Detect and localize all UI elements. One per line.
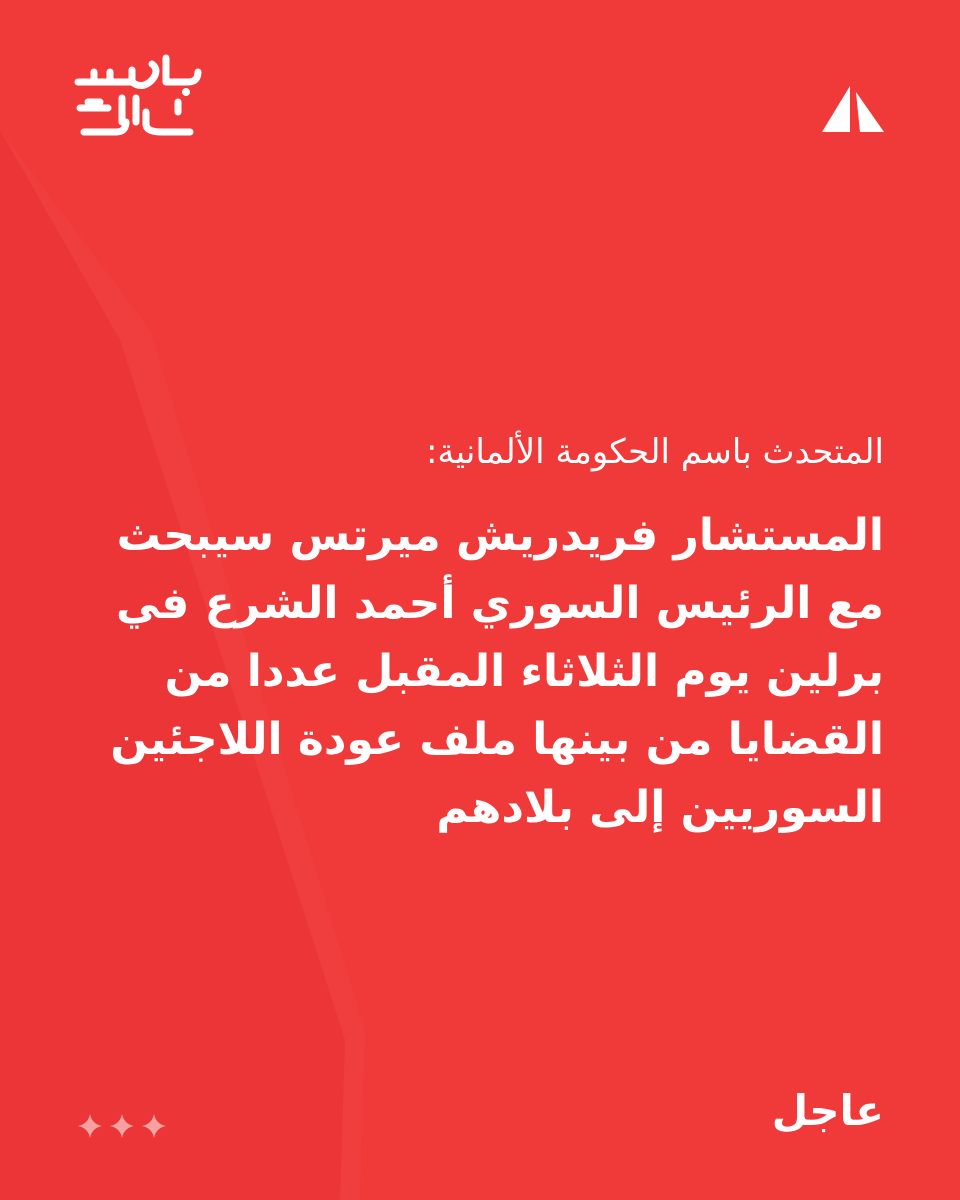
post-headline: المستشار فريدريش ميرتس سيبحث مع الرئيس السوري أحمد الشرع في برلين يوم الثلاثاء المقبل عددا من القضايا من بينها ملف عودة اللاجئين السوريين إلى بلادهم — [110, 510, 884, 834]
brand-wordmark-icon — [70, 50, 210, 150]
urgent-badge: عاجل — [771, 1086, 884, 1135]
triangle-mark-icon — [820, 84, 888, 136]
sparkles-icon — [74, 1108, 170, 1144]
brand-logo — [70, 50, 210, 150]
post-kicker: المتحدث باسم الحكومة الألمانية: — [425, 432, 884, 472]
post-content — [104, 430, 884, 842]
